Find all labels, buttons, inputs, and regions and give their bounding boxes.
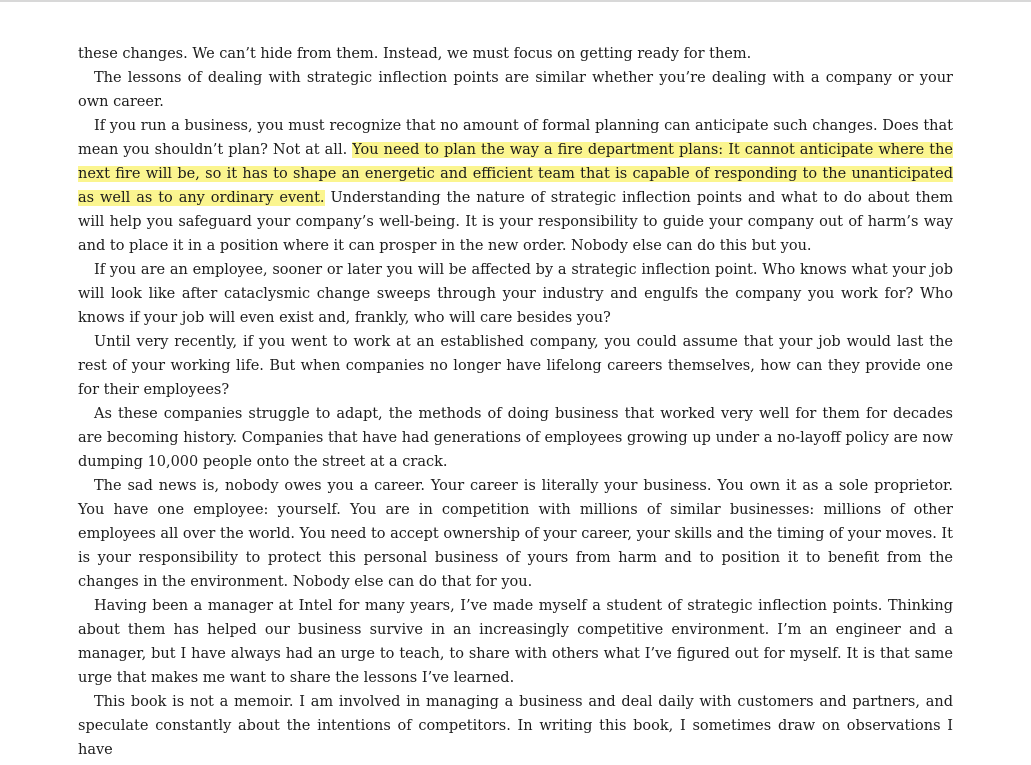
paragraph-6[interactable] xyxy=(78,402,953,474)
paragraph-8[interactable] xyxy=(78,594,953,690)
paragraph-text: these changes. We can’t hide from them. Instead, we must focus on getting ready for them. xyxy=(78,46,752,62)
paragraph-9[interactable] xyxy=(78,690,953,762)
paragraph-2[interactable] xyxy=(78,66,953,114)
paragraph-text: If you run a business, you must recognize that no amount of formal planning can anticipate such changes. Does that mean you shouldn’t plan? Not at all. xyxy=(78,118,953,158)
book-page xyxy=(78,42,953,762)
paragraph-7[interactable] xyxy=(78,474,953,594)
paragraph-4[interactable] xyxy=(78,258,953,330)
paragraph-text: The lessons of dealing with strategic inflection points are similar whether you’re dealing with a company or your own career. xyxy=(78,70,953,110)
paragraph-text: The sad news is, nobody owes you a career. Your career is literally your business. You own it as a sole proprietor. You have one employee: yourself. You are in competition with millions of similar businesses: millions of other employees all over the world. You need to accept ownership of your career, your skills and the timing of your moves. It is your responsibility to protect this personal business of yours from harm and to position it to benefit from the changes in the environment. Nobody else can do that for you. xyxy=(78,478,953,590)
paragraph-text: As these companies struggle to adapt, the methods of doing business that worked very well for them for decades are becoming history. Companies that have had generations of employees growing up under a no-layoff policy are now dumping 10,000 people onto the street at a crack. xyxy=(78,406,953,470)
paragraph-1[interactable] xyxy=(78,42,953,66)
paragraph-text: Until very recently, if you went to work at an established company, you could assume that your job would last the rest of your working life. But when companies no longer have lifelong careers themselves, how can they provide one for their employees? xyxy=(78,334,953,398)
paragraph-3[interactable] xyxy=(78,114,953,258)
paragraph-text: This book is not a memoir. I am involved in managing a business and deal daily with customers and partners, and speculate constantly about the intentions of competitors. In writing this book, I sometimes draw on observations I have xyxy=(78,694,953,758)
highlighted-passage[interactable]: You need to plan the way a fire department plans: It cannot anticipate where the next fire will be, so it has to shape an energetic and efficient team that is capable of responding to the unanticipated as well as to any ordinary event. xyxy=(78,142,953,206)
paragraph-text: Having been a manager at Intel for many years, I’ve made myself a student of strategic inflection points. Thinking about them has helped our business survive in an increasingly competitive environment. I’m an engineer and a manager, but I have always had an urge to teach, to share with others what I’ve figured out for myself. It is that same urge that makes me want to share the lessons I’ve learned. xyxy=(78,598,953,686)
paragraph-text: If you are an employee, sooner or later you will be affected by a strategic inflection point. Who knows what your job will look like after cataclysmic change sweeps through your industry and engulfs the company you work for? Who knows if your job will even exist and, frankly, who will care besides you? xyxy=(78,262,953,326)
top-divider xyxy=(0,0,1031,2)
paragraph-5[interactable] xyxy=(78,330,953,402)
paragraph-text: Understanding the nature of strategic inflection points and what to do about them will help you safeguard your company’s well-being. It is your responsibility to guide your company out of harm’s way and to place it in a position where it can prosper in the new order. Nobody else can do this but you. xyxy=(78,190,953,254)
